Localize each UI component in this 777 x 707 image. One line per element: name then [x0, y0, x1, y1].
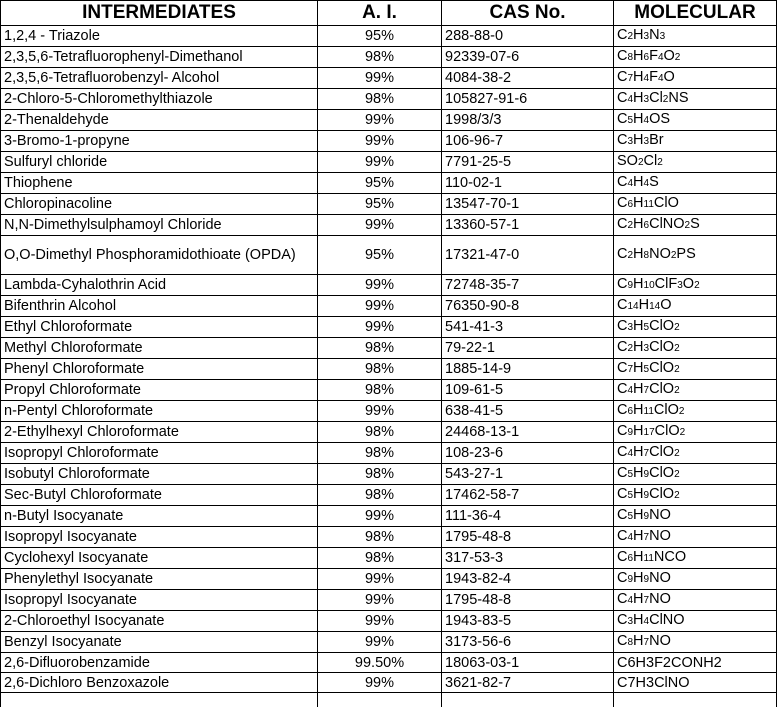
cas-number-cell: 3621-82-7 [442, 673, 614, 693]
molecular-formula-cell: C4H3Cl2NS [614, 89, 777, 110]
ai-cell: 99% [318, 590, 442, 611]
molecular-formula-cell: C6H11ClO [614, 194, 777, 215]
ai-cell: 95% [318, 173, 442, 194]
ai-cell: 98% [318, 548, 442, 569]
intermediate-name-cell: Bifenthrin Alcohol [1, 296, 318, 317]
header-row [1, 1, 777, 26]
cas-number-cell: 638-41-5 [442, 401, 614, 422]
table-row [1, 338, 777, 359]
ai-cell: 99% [318, 673, 442, 693]
table-tail-row [1, 693, 777, 707]
header-ai: A. I. [318, 1, 442, 26]
molecular-formula-cell: C2H6ClNO2S [614, 215, 777, 236]
cas-number-cell: 24468-13-1 [442, 422, 614, 443]
ai-cell: 99% [318, 110, 442, 131]
ai-cell: 99% [318, 275, 442, 296]
empty-cell [1, 693, 318, 707]
molecular-formula-cell: C7H5ClO2 [614, 359, 777, 380]
table-row [1, 548, 777, 569]
cas-number-cell: 1998/3/3 [442, 110, 614, 131]
cas-number-cell: 1795-48-8 [442, 527, 614, 548]
intermediate-name-cell: 2-Thenaldehyde [1, 110, 318, 131]
ai-cell: 99% [318, 569, 442, 590]
cas-number-cell: 18063-03-1 [442, 653, 614, 673]
ai-cell: 99% [318, 611, 442, 632]
table-row [1, 422, 777, 443]
molecular-formula-cell: C9H17ClO2 [614, 422, 777, 443]
table-row [1, 152, 777, 173]
cas-number-cell: 7791-25-5 [442, 152, 614, 173]
molecular-formula-cell: C4H7ClO2 [614, 443, 777, 464]
ai-cell: 98% [318, 89, 442, 110]
molecular-formula-cell: C14H14O [614, 296, 777, 317]
table-body [1, 26, 777, 693]
cas-number-cell: 76350-90-8 [442, 296, 614, 317]
intermediate-name-cell: 2,3,5,6-Tetrafluorophenyl-Dimethanol [1, 47, 318, 68]
table-row [1, 673, 777, 693]
molecular-formula-cell: SO2Cl2 [614, 152, 777, 173]
table-row [1, 653, 777, 673]
cas-number-cell: 543-27-1 [442, 464, 614, 485]
intermediate-name-cell: n-Pentyl Chloroformate [1, 401, 318, 422]
ai-cell: 99% [318, 317, 442, 338]
header-intermediates: INTERMEDIATES [1, 1, 318, 26]
intermediate-name-cell: Sulfuryl chloride [1, 152, 318, 173]
cas-number-cell: 1795-48-8 [442, 590, 614, 611]
intermediate-name-cell: Benzyl Isocyanate [1, 632, 318, 653]
cas-number-cell: 79-22-1 [442, 338, 614, 359]
header-molecular: MOLECULAR [614, 1, 777, 26]
table-row [1, 131, 777, 152]
table-row [1, 236, 777, 275]
intermediate-name-cell: Chloropinacoline [1, 194, 318, 215]
intermediate-name-cell: 3-Bromo-1-propyne [1, 131, 318, 152]
cas-number-cell: 541-41-3 [442, 317, 614, 338]
cas-number-cell: 72748-35-7 [442, 275, 614, 296]
table-row [1, 47, 777, 68]
molecular-formula-cell: C3H4ClNO [614, 611, 777, 632]
intermediate-name-cell: Phenylethyl Isocyanate [1, 569, 318, 590]
ai-cell: 99% [318, 632, 442, 653]
empty-cell [318, 693, 442, 707]
intermediate-name-cell: n-Butyl Isocyanate [1, 506, 318, 527]
molecular-formula-cell: C5H9NO [614, 506, 777, 527]
table-row [1, 68, 777, 89]
ai-cell: 98% [318, 422, 442, 443]
intermediate-name-cell: 2,6-Dichloro Benzoxazole [1, 673, 318, 693]
table-row [1, 380, 777, 401]
molecular-formula-cell: C5H9ClO2 [614, 485, 777, 506]
ai-cell: 95% [318, 236, 442, 275]
ai-cell: 98% [318, 464, 442, 485]
molecular-formula-cell: C4H7NO [614, 527, 777, 548]
intermediate-name-cell: Isobutyl Chloroformate [1, 464, 318, 485]
cas-number-cell: 17321-47-0 [442, 236, 614, 275]
molecular-formula-cell: C8H6F4O2 [614, 47, 777, 68]
table-row [1, 317, 777, 338]
ai-cell: 99% [318, 401, 442, 422]
cas-number-cell: 1943-83-5 [442, 611, 614, 632]
table-row [1, 464, 777, 485]
intermediate-name-cell: Lambda-Cyhalothrin Acid [1, 275, 318, 296]
ai-cell: 98% [318, 47, 442, 68]
ai-cell: 99% [318, 68, 442, 89]
molecular-formula-cell: C5H9ClO2 [614, 464, 777, 485]
cas-number-cell: 109-61-5 [442, 380, 614, 401]
table-row [1, 527, 777, 548]
cas-number-cell: 110-02-1 [442, 173, 614, 194]
molecular-formula-cell: C5H4OS [614, 110, 777, 131]
intermediate-name-cell: Ethyl Chloroformate [1, 317, 318, 338]
molecular-formula-cell: C3H5ClO2 [614, 317, 777, 338]
molecular-formula-cell: C4H7NO [614, 590, 777, 611]
molecular-formula-cell: C7H3ClNO [614, 673, 777, 693]
intermediate-name-cell: Isopropyl Isocyanate [1, 527, 318, 548]
table-row [1, 26, 777, 47]
intermediate-name-cell: Methyl Chloroformate [1, 338, 318, 359]
molecular-formula-cell: C9H9NO [614, 569, 777, 590]
molecular-formula-cell: C7H4F4O [614, 68, 777, 89]
intermediate-name-cell: 2,6-Difluorobenzamide [1, 653, 318, 673]
molecular-formula-cell: C2H3N3 [614, 26, 777, 47]
ai-cell: 95% [318, 194, 442, 215]
molecular-formula-cell: C2H8NO2PS [614, 236, 777, 275]
intermediate-name-cell: Isopropyl Chloroformate [1, 443, 318, 464]
cas-number-cell: 106-96-7 [442, 131, 614, 152]
header-cas: CAS No. [442, 1, 614, 26]
intermediate-name-cell: Isopropyl Isocyanate [1, 590, 318, 611]
table-row [1, 296, 777, 317]
ai-cell: 99% [318, 131, 442, 152]
molecular-formula-cell: C6H11NCO [614, 548, 777, 569]
table-row [1, 401, 777, 422]
cas-number-cell: 13547-70-1 [442, 194, 614, 215]
table-row [1, 275, 777, 296]
intermediate-name-cell: Propyl Chloroformate [1, 380, 318, 401]
molecular-formula-cell: C4H4S [614, 173, 777, 194]
intermediate-name-cell: 2-Ethylhexyl Chloroformate [1, 422, 318, 443]
intermediate-name-cell: Cyclohexyl Isocyanate [1, 548, 318, 569]
molecular-formula-cell: C2H3ClO2 [614, 338, 777, 359]
cas-number-cell: 1943-82-4 [442, 569, 614, 590]
table-row [1, 569, 777, 590]
intermediate-name-cell: 2-Chloroethyl Isocyanate [1, 611, 318, 632]
ai-cell: 98% [318, 338, 442, 359]
molecular-formula-cell: C3H3Br [614, 131, 777, 152]
intermediate-name-cell: O,O-Dimethyl Phosphoramidothioate (OPDA) [1, 236, 318, 275]
table-row [1, 173, 777, 194]
intermediate-name-cell: 2,3,5,6-Tetrafluorobenzyl- Alcohol [1, 68, 318, 89]
table-row [1, 194, 777, 215]
table-row [1, 590, 777, 611]
cas-number-cell: 1885-14-9 [442, 359, 614, 380]
ai-cell: 98% [318, 359, 442, 380]
cas-number-cell: 4084-38-2 [442, 68, 614, 89]
table-row [1, 632, 777, 653]
table-row [1, 506, 777, 527]
ai-cell: 99% [318, 506, 442, 527]
intermediate-name-cell: Thiophene [1, 173, 318, 194]
intermediate-name-cell: Phenyl Chloroformate [1, 359, 318, 380]
ai-cell: 98% [318, 443, 442, 464]
table-row [1, 359, 777, 380]
cas-number-cell: 108-23-6 [442, 443, 614, 464]
table-row [1, 485, 777, 506]
ai-cell: 99% [318, 152, 442, 173]
molecular-formula-cell: C9H10ClF3O2 [614, 275, 777, 296]
table-row [1, 611, 777, 632]
molecular-formula-cell: C8H7NO [614, 632, 777, 653]
cas-number-cell: 3173-56-6 [442, 632, 614, 653]
ai-cell: 98% [318, 380, 442, 401]
cas-number-cell: 92339-07-6 [442, 47, 614, 68]
ai-cell: 98% [318, 485, 442, 506]
table-row [1, 215, 777, 236]
intermediate-name-cell: N,N-Dimethylsulphamoyl Chloride [1, 215, 318, 236]
molecular-formula-cell: C6H3F2CONH2 [614, 653, 777, 673]
molecular-formula-cell: C6H11ClO2 [614, 401, 777, 422]
ai-cell: 99.50% [318, 653, 442, 673]
empty-cell [614, 693, 777, 707]
molecular-formula-cell: C4H7ClO2 [614, 380, 777, 401]
intermediate-name-cell: 2-Chloro-5-Chloromethylthiazole [1, 89, 318, 110]
cas-number-cell: 288-88-0 [442, 26, 614, 47]
table-row [1, 89, 777, 110]
cas-number-cell: 105827-91-6 [442, 89, 614, 110]
intermediate-name-cell: Sec-Butyl Chloroformate [1, 485, 318, 506]
cas-number-cell: 17462-58-7 [442, 485, 614, 506]
cas-number-cell: 317-53-3 [442, 548, 614, 569]
ai-cell: 95% [318, 26, 442, 47]
intermediate-name-cell: 1,2,4 - Triazole [1, 26, 318, 47]
table-row [1, 110, 777, 131]
ai-cell: 99% [318, 296, 442, 317]
ai-cell: 99% [318, 215, 442, 236]
cas-number-cell: 111-36-4 [442, 506, 614, 527]
cas-number-cell: 13360-57-1 [442, 215, 614, 236]
empty-cell [442, 693, 614, 707]
table-row [1, 443, 777, 464]
ai-cell: 98% [318, 527, 442, 548]
